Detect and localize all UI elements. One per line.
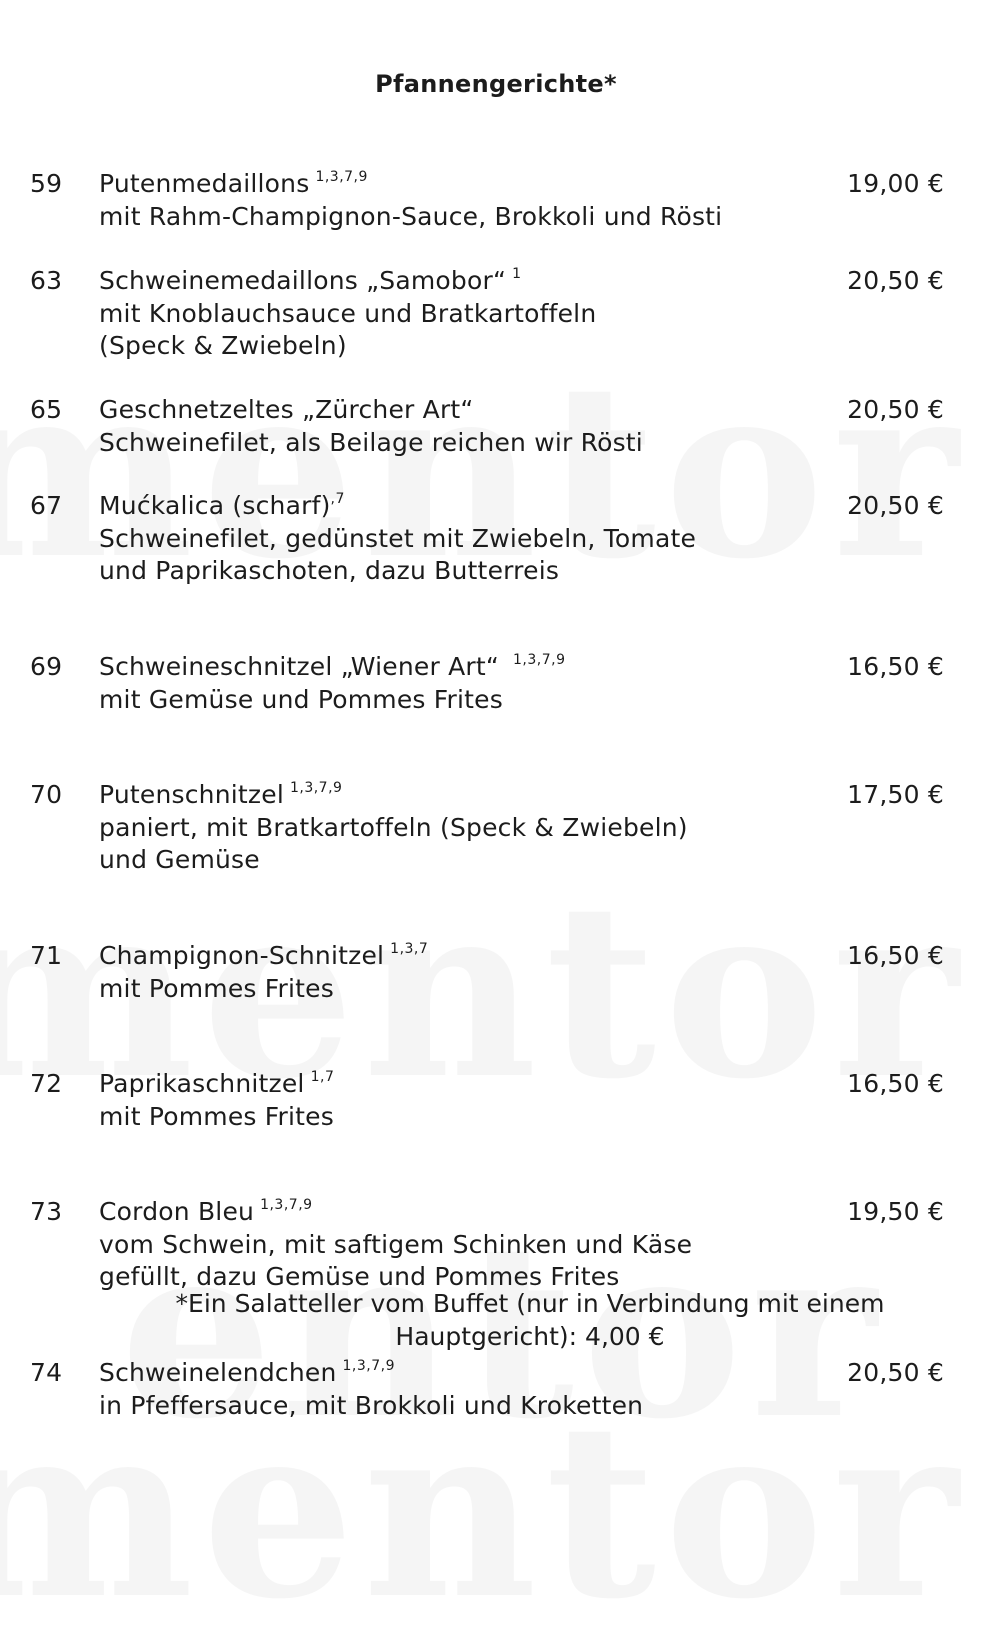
item-price: 20,50 € bbox=[847, 1358, 944, 1387]
allergen-codes: ,7 bbox=[330, 491, 345, 507]
allergen-codes: 1,3,7,9 bbox=[513, 652, 566, 668]
item-description: mit Knoblauchsauce und Bratkartoffeln bbox=[99, 298, 597, 328]
allergen-codes: 1,3,7,9 bbox=[260, 1197, 313, 1213]
item-description: und Gemüse bbox=[99, 845, 260, 874]
item-number: 70 bbox=[30, 780, 63, 809]
item-description: Schweinefilet, gedünstet mit Zwiebeln, Tomate bbox=[99, 523, 697, 553]
item-description: mit Rahm-Champignon-Sauce, Brokkoli und Rösti bbox=[99, 201, 723, 231]
item-number: 63 bbox=[30, 266, 63, 295]
menu-item bbox=[0, 651, 1000, 714]
item-number: 72 bbox=[30, 1069, 63, 1098]
item-price: 16,50 € bbox=[847, 941, 944, 970]
allergen-codes: 1,3,7,9 bbox=[342, 1358, 395, 1374]
item-number: 71 bbox=[30, 941, 63, 970]
item-name: Geschnetzeltes „Zürcher Art“ bbox=[99, 395, 474, 424]
item-number: 65 bbox=[30, 395, 63, 424]
item-description: (Speck & Zwiebeln) bbox=[99, 331, 347, 360]
item-description: mit Gemüse und Pommes Frites bbox=[99, 684, 503, 714]
allergen-codes: 1,3,7,9 bbox=[289, 780, 343, 796]
allergen-codes: 1,3,7,9 bbox=[315, 169, 368, 185]
menu-item bbox=[0, 168, 1000, 231]
item-name: Schweinemedaillons „Samobor“ bbox=[99, 266, 507, 295]
footnote bbox=[90, 1288, 970, 1353]
item-price: 20,50 € bbox=[847, 395, 944, 424]
item-price: 20,50 € bbox=[847, 266, 944, 295]
item-price: 16,50 € bbox=[847, 652, 944, 681]
item-name: Paprikaschnitzel bbox=[99, 1069, 305, 1098]
menu-item bbox=[0, 779, 1000, 874]
item-name: Cordon Bleu bbox=[99, 1197, 255, 1226]
menu-item bbox=[0, 490, 1000, 585]
page-title: Pfannengerichte* bbox=[375, 70, 617, 98]
menu-item bbox=[0, 940, 1000, 1003]
menu-item bbox=[0, 1357, 1000, 1420]
allergen-codes: 1,3,7 bbox=[390, 941, 429, 957]
item-description: in Pfeffersauce, mit Brokkoli und Kroketten bbox=[99, 1390, 644, 1420]
item-number: 59 bbox=[30, 169, 63, 198]
item-price: 20,50 € bbox=[847, 491, 944, 520]
item-description: mit Pommes Frites bbox=[99, 1101, 334, 1131]
item-number: 73 bbox=[30, 1197, 63, 1226]
item-price: 16,50 € bbox=[847, 1069, 944, 1098]
item-description: paniert, mit Bratkartoffeln (Speck & Zwiebeln) bbox=[99, 812, 688, 842]
menu-item bbox=[0, 1196, 1000, 1291]
menu-item bbox=[0, 1068, 1000, 1131]
item-name: Mućkalica (scharf) bbox=[99, 491, 331, 520]
item-description: gefüllt, dazu Gemüse und Pommes Frites bbox=[99, 1262, 620, 1291]
item-description: vom Schwein, mit saftigem Schinken und Käse bbox=[99, 1229, 693, 1259]
item-number: 69 bbox=[30, 652, 63, 681]
item-number: 67 bbox=[30, 491, 63, 520]
footnote-line: Hauptgericht): 4,00 € bbox=[395, 1321, 665, 1351]
item-description: und Paprikaschoten, dazu Butterreis bbox=[99, 556, 560, 585]
item-name: Putenschnitzel bbox=[99, 780, 284, 809]
item-price: 19,50 € bbox=[847, 1197, 944, 1226]
item-name: Schweineschnitzel „Wiener Art“ bbox=[99, 652, 500, 681]
item-name: Putenmedaillons bbox=[99, 169, 310, 198]
item-price: 17,50 € bbox=[847, 780, 944, 809]
item-number: 74 bbox=[30, 1358, 63, 1387]
item-description: Schweinefilet, als Beilage reichen wir Rösti bbox=[99, 427, 643, 457]
allergen-codes: 1 bbox=[512, 266, 522, 282]
item-name: Champignon-Schnitzel bbox=[99, 941, 385, 970]
menu-item bbox=[0, 394, 1000, 457]
item-name: Schweinelendchen bbox=[99, 1358, 337, 1387]
item-description: mit Pommes Frites bbox=[99, 973, 334, 1003]
footnote-line: *Ein Salatteller vom Buffet (nur in Verbindung mit einem bbox=[175, 1289, 885, 1318]
item-price: 19,00 € bbox=[847, 169, 944, 198]
menu-item bbox=[0, 265, 1000, 360]
allergen-codes: 1,7 bbox=[310, 1069, 335, 1085]
